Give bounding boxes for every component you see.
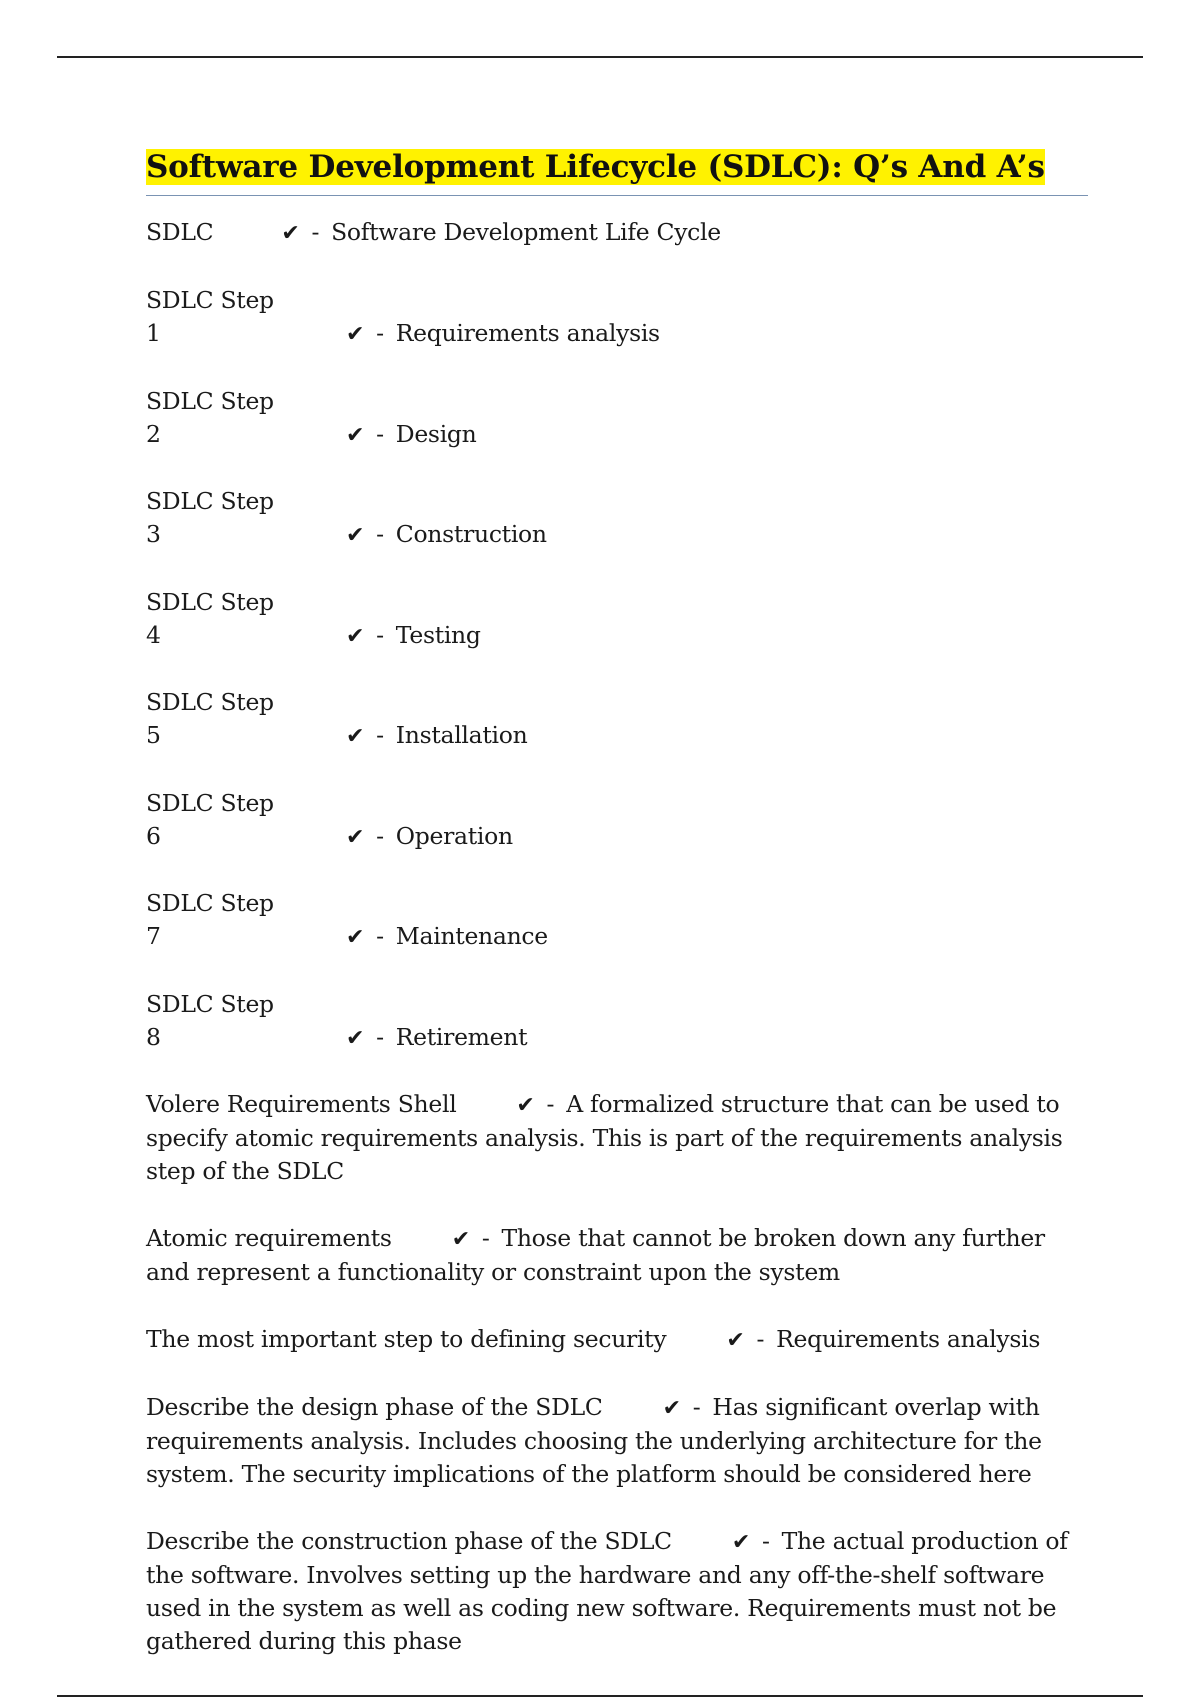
checkmark-icon: ✔ bbox=[346, 523, 365, 548]
qa-answer: Those that cannot be broken down any further and represent a functionality or constraint upon the system bbox=[146, 1224, 1045, 1286]
qa-term: The most important step to defining security bbox=[146, 1325, 667, 1353]
checkmark-icon: ✔ bbox=[346, 422, 365, 448]
qa-answer: Retirement bbox=[395, 1022, 528, 1051]
separator-dash: - bbox=[376, 721, 384, 749]
separator-dash: - bbox=[376, 319, 384, 347]
separator-dash: - bbox=[376, 821, 384, 850]
qa-term: SDLC Step 7 bbox=[146, 889, 274, 950]
qa-answer: Design bbox=[395, 419, 477, 448]
qa-term: SDLC Step 3 bbox=[146, 487, 274, 548]
checkmark-icon: ✔ bbox=[346, 623, 365, 649]
title-block bbox=[146, 145, 1088, 196]
qa-answer: Has significant overlap with requirements analysis. Includes choosing the underlying architecture for the system. The security implications of the platform should be considered here bbox=[146, 1393, 1042, 1488]
qa-entry bbox=[146, 1088, 1088, 1188]
checkmark-icon: ✔ bbox=[281, 221, 300, 246]
checkmark-icon: ✔ bbox=[346, 925, 365, 950]
document-title: Software Development Lifecycle (SDLC): Q’s And A’s bbox=[146, 149, 1045, 185]
qa-entry bbox=[146, 887, 1088, 954]
qa-answer: Software Development Life Cycle bbox=[331, 218, 721, 246]
checkmark-icon: ✔ bbox=[516, 1093, 535, 1118]
qa-term: Volere Requirements Shell bbox=[146, 1090, 457, 1118]
separator-dash: - bbox=[376, 1022, 384, 1051]
qa-answer: The actual production of the software. Involves setting up the hardware and any off-the-shelf software used in the system as well as coding new software. Requirements must not be gathered during this phase bbox=[146, 1527, 1068, 1655]
qa-entry bbox=[146, 586, 1088, 653]
qa-entry bbox=[146, 216, 1088, 250]
checkmark-icon: ✔ bbox=[346, 724, 365, 749]
checkmark-icon: ✔ bbox=[346, 824, 365, 850]
qa-term: SDLC Step 8 bbox=[146, 989, 274, 1051]
qa-term: SDLC Step 5 bbox=[146, 688, 274, 749]
separator-dash: - bbox=[692, 1393, 701, 1421]
qa-term: SDLC Step 6 bbox=[146, 788, 274, 850]
header-rule bbox=[57, 56, 1143, 58]
separator-dash: - bbox=[761, 1527, 770, 1555]
checkmark-icon: ✔ bbox=[662, 1396, 681, 1421]
qa-term: Describe the construction phase of the SDLC bbox=[146, 1527, 672, 1555]
qa-entry bbox=[146, 787, 1088, 854]
qa-entry bbox=[146, 284, 1088, 351]
qa-term: SDLC Step 1 bbox=[146, 286, 274, 347]
qa-term: SDLC bbox=[146, 218, 214, 246]
checkmark-icon: ✔ bbox=[726, 1328, 745, 1353]
separator-dash: - bbox=[481, 1224, 490, 1252]
qa-term: Describe the design phase of the SDLC bbox=[146, 1393, 603, 1421]
checkmark-icon: ✔ bbox=[731, 1530, 750, 1555]
document-body bbox=[146, 145, 1088, 1692]
qa-entry bbox=[146, 1222, 1088, 1289]
separator-dash: - bbox=[311, 218, 320, 246]
checkmark-icon: ✔ bbox=[346, 1025, 365, 1051]
separator-dash: - bbox=[376, 620, 384, 649]
qa-term: SDLC Step 2 bbox=[146, 386, 274, 448]
separator-dash: - bbox=[376, 419, 384, 448]
qa-answer: Requirements analysis bbox=[395, 319, 660, 347]
qa-entry bbox=[146, 1323, 1088, 1357]
checkmark-icon: ✔ bbox=[346, 322, 365, 347]
qa-entry bbox=[146, 988, 1088, 1055]
separator-dash: - bbox=[376, 520, 384, 548]
qa-answer: Operation bbox=[395, 821, 513, 850]
separator-dash: - bbox=[376, 922, 384, 950]
separator-dash: - bbox=[546, 1090, 555, 1118]
separator-dash: - bbox=[756, 1325, 765, 1353]
qa-answer: Requirements analysis bbox=[776, 1325, 1041, 1353]
qa-entry bbox=[146, 385, 1088, 452]
qa-entry bbox=[146, 686, 1088, 753]
qa-answer: A formalized structure that can be used to specify atomic requirements analysis. This is part of the requirements analysis step of the SDLC bbox=[146, 1090, 1063, 1185]
qa-entry bbox=[146, 1391, 1088, 1491]
qa-entry bbox=[146, 1525, 1088, 1658]
qa-answer: Construction bbox=[395, 520, 547, 548]
footer-rule bbox=[57, 1695, 1143, 1697]
qa-term: Atomic requirements bbox=[146, 1224, 392, 1252]
qa-answer: Installation bbox=[395, 721, 528, 749]
qa-term: SDLC Step 4 bbox=[146, 587, 274, 649]
qa-entry bbox=[146, 485, 1088, 552]
checkmark-icon: ✔ bbox=[451, 1227, 470, 1252]
qa-answer: Maintenance bbox=[395, 922, 548, 950]
qa-answer: Testing bbox=[395, 620, 481, 649]
